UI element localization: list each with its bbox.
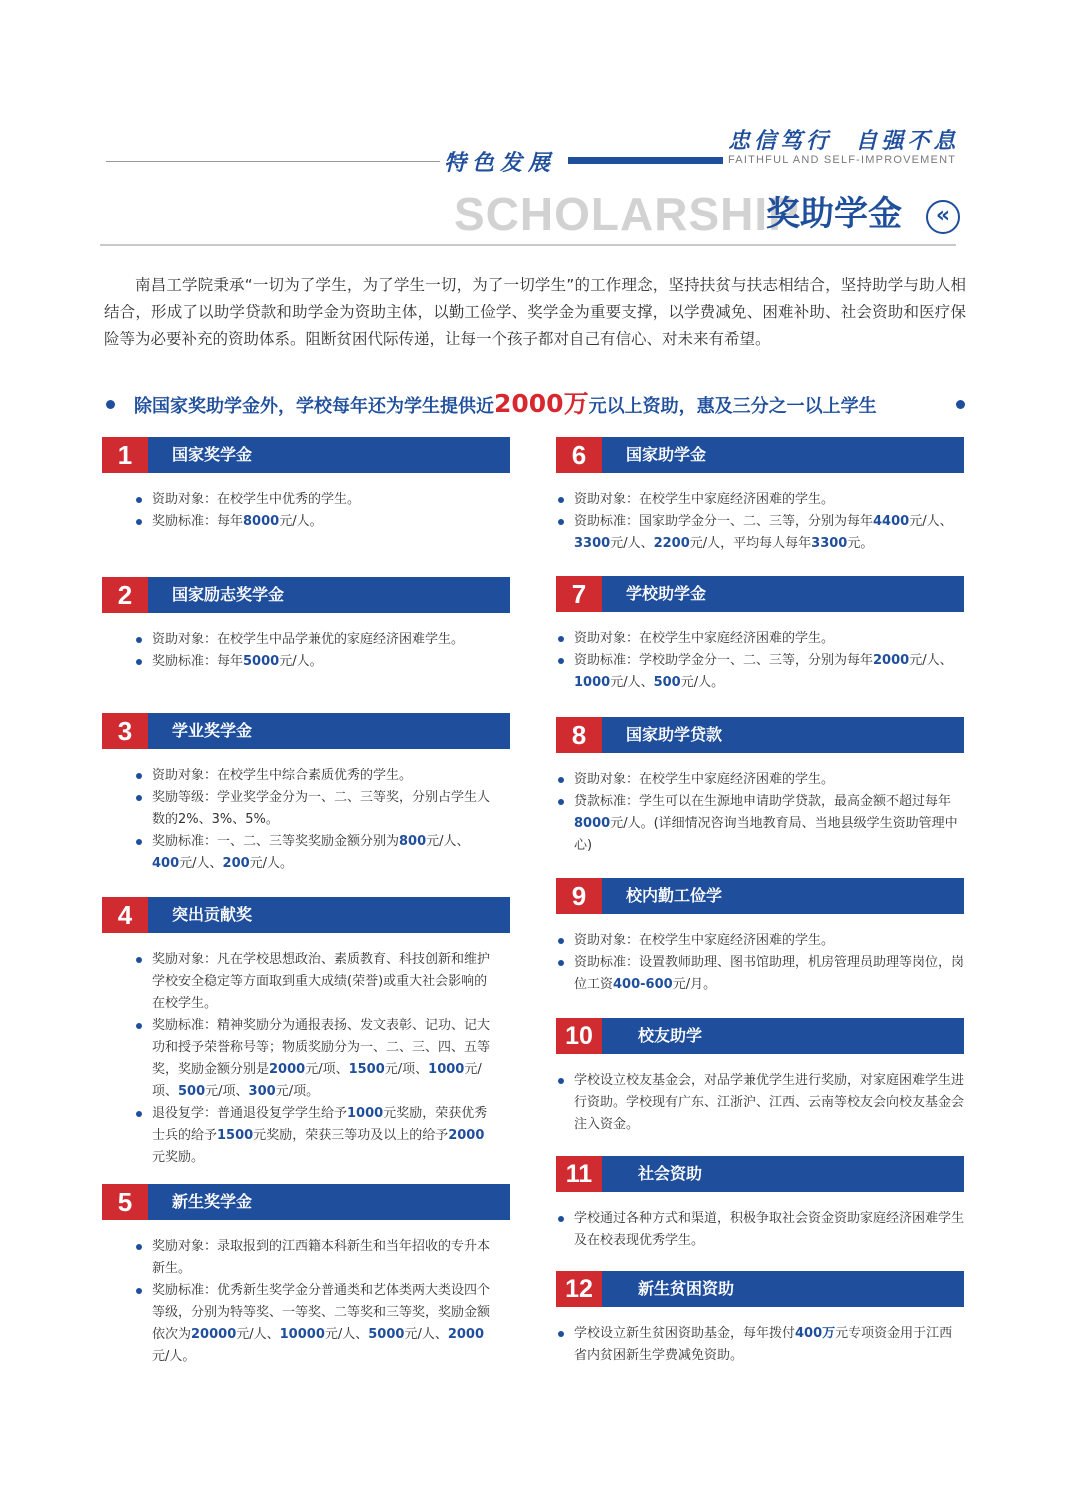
bullet-dot-icon: [136, 519, 142, 525]
card-header: [556, 878, 964, 914]
list-item: [134, 765, 496, 787]
card-number: 5: [102, 1184, 148, 1220]
card-number: 2: [102, 577, 148, 613]
list-item: [556, 489, 964, 511]
list-item-text: 资助标准：国家助学金分一、二、三等，分别为每年4400元/人、3300元/人、2200元/人，平均每人每年3300元。: [574, 514, 953, 551]
bullet-dot-icon: [136, 659, 142, 665]
list-item: [134, 1103, 496, 1169]
card-item-list: [556, 930, 964, 996]
list-item: [556, 628, 964, 650]
card-title: 国家奖学金: [172, 445, 253, 464]
list-item-text: 奖励标准：每年8000元/人。: [152, 514, 323, 529]
card-number: 7: [556, 576, 602, 612]
bullet-dot-icon: [558, 658, 564, 664]
card-header: [102, 437, 510, 473]
bullet-dot-icon: [558, 497, 564, 503]
list-item: [134, 1015, 496, 1103]
bullet-dot-icon: [136, 957, 142, 963]
card-header: [556, 437, 964, 473]
card-item-list: [556, 1323, 964, 1367]
bullet-dot-icon: [558, 519, 564, 525]
card-title: 校友助学: [638, 1026, 703, 1045]
list-item: [556, 511, 964, 555]
card-title: 国家励志奖学金: [172, 585, 285, 604]
highlight-post: 元以上资助，惠及三分之一以上学生: [588, 396, 877, 417]
card-title: 社会资助: [638, 1164, 703, 1183]
list-item-text: 奖励对象：录取报到的江西籍本科新生和当年招收的专升本新生。: [152, 1239, 491, 1276]
bullet-dot-icon: [558, 777, 564, 783]
card-item-list: [134, 1236, 496, 1368]
card-header: [102, 897, 510, 933]
bullet-dot-icon: [136, 637, 142, 643]
list-item-text: 资助对象：在校学生中家庭经济困难的学生。: [574, 492, 835, 507]
bullet-dot-icon: [136, 1288, 142, 1294]
list-item: [556, 1323, 964, 1367]
list-item-text: 退役复学：普通退役复学学生给予1000元奖励，荣获优秀士兵的给予1500元奖励，荣获三等功及以上的给予2000元奖励。: [152, 1106, 488, 1165]
bullet-dot-icon: [106, 400, 115, 409]
card-number: 10: [556, 1018, 602, 1054]
list-item-text: 学校设立新生贫困资助基金，每年拨付400万元专项资金用于江西省内贫困新生学费减免资助。: [574, 1326, 953, 1363]
list-item: [134, 489, 496, 511]
list-item-text: 资助对象：在校学生中优秀的学生。: [152, 492, 361, 507]
list-item-text: 资助标准：设置教师助理、图书馆助理，机房管理员助理等岗位，岗位工资400-600元/月。: [574, 955, 965, 992]
highlight-text: [134, 388, 877, 423]
card-item-list: [134, 629, 496, 673]
list-item: [134, 651, 496, 673]
header-bar-blue: [568, 157, 723, 164]
list-item: [134, 511, 496, 533]
card-header: [556, 1271, 964, 1307]
motto-english: FAITHFUL AND SELF-IMPROVEMENT: [728, 154, 957, 166]
card-header: [556, 1156, 964, 1192]
list-item: [556, 650, 964, 694]
card-number: 4: [102, 897, 148, 933]
card-item-list: [556, 769, 964, 857]
list-item: [556, 791, 964, 857]
list-item-text: 奖励标准：精神奖励分为通报表扬、发文表彰、记功、记大功和授予荣誉称号等；物质奖励分为一、二、三、四、五等奖，奖励金额分别是2000元/项、1500元/项、1000元/项、500元/项、300元/项。: [152, 1018, 491, 1099]
list-item-text: 贷款标准：学生可以在生源地申请助学贷款，最高金额不超过每年8000元/人。(详细情况咨询当地教育局、当地县级学生资助管理中心): [574, 794, 958, 853]
card-item-list: [556, 628, 964, 694]
list-item: [134, 1280, 496, 1368]
card-item-list: [556, 1208, 964, 1252]
list-item: [134, 831, 496, 875]
bullet-dot-icon: [558, 1216, 564, 1222]
card-item-list: [556, 1070, 964, 1136]
card-title: 学校助学金: [626, 584, 707, 603]
card-header: [102, 713, 510, 749]
card-number: 3: [102, 713, 148, 749]
card-number: 9: [556, 878, 602, 914]
list-item-text: 学校设立校友基金会，对品学兼优学生进行奖励，对家庭困难学生进行资助。学校现有广东、江浙沪、江西、云南等校友会向校友基金会注入资金。: [574, 1073, 965, 1132]
card-item-list: [134, 949, 496, 1169]
list-item-text: 资助对象：在校学生中综合素质优秀的学生。: [152, 768, 413, 783]
list-item-text: 奖励标准：一、二、三等奖奖励金额分别为800元/人、400元/人、200元/人。: [152, 834, 470, 871]
list-item: [556, 1208, 964, 1252]
card-header: [102, 577, 510, 613]
card-item-list: [134, 765, 496, 875]
list-item-text: 学校通过各种方式和渠道，积极争取社会资金资助家庭经济困难学生及在校表现优秀学生。: [574, 1211, 965, 1248]
card-title: 新生贫困资助: [638, 1279, 735, 1298]
list-item: [134, 629, 496, 651]
double-chevron-left-icon: «: [926, 200, 960, 234]
list-item: [134, 1236, 496, 1280]
bullet-dot-icon: [136, 1023, 142, 1029]
card-title: 突出贡献奖: [172, 905, 253, 924]
list-item: [134, 949, 496, 1015]
list-item-text: 奖励对象：凡在学校思想政治、素质教育、科技创新和维护学校安全稳定等方面取到重大成绩(荣誉)或重大社会影响的在校学生。: [152, 952, 491, 1011]
header-rule-left: [106, 161, 440, 162]
bullet-dot-icon: [136, 497, 142, 503]
header-rule-bottom: [100, 244, 956, 246]
highlight-banner: [104, 388, 970, 420]
card-header: [556, 576, 964, 612]
highlight-pre: 除国家奖助学金外，学校每年还为学生提供近: [134, 396, 494, 417]
list-item-text: 奖励等级：学业奖学金分为一、二、三等奖，分别占学生人数的2%、3%、5%。: [152, 790, 491, 827]
list-item: [556, 952, 964, 996]
list-item-text: 奖励标准：优秀新生奖学金分普通类和艺体类两大类设四个等级，分别为特等奖、一等奖、二等奖和三等奖，奖励金额依次为20000元/人、10000元/人、5000元/人、2000元/人。: [152, 1283, 491, 1364]
bullet-dot-icon: [136, 1244, 142, 1250]
bullet-dot-icon: [558, 636, 564, 642]
card-header: [556, 717, 964, 753]
card-title: 新生奖学金: [172, 1192, 253, 1211]
bullet-dot-icon: [136, 795, 142, 801]
page-title: 奖助学金: [766, 194, 902, 234]
card-item-list: [134, 489, 496, 533]
card-number: 12: [556, 1271, 602, 1307]
bullet-dot-icon: [136, 773, 142, 779]
card-number: 8: [556, 717, 602, 753]
card-title: 国家助学贷款: [626, 725, 723, 744]
bullet-dot-icon: [558, 799, 564, 805]
card-title: 校内勤工俭学: [626, 886, 723, 905]
card-number: 6: [556, 437, 602, 473]
highlight-amount: 2000万: [494, 389, 589, 418]
bullet-dot-icon: [136, 839, 142, 845]
card-header: [556, 1018, 964, 1054]
list-item: [556, 769, 964, 791]
motto: 忠信笃行 自强不息: [728, 128, 960, 154]
card-title: 学业奖学金: [172, 721, 253, 740]
list-item-text: 资助对象：在校学生中家庭经济困难的学生。: [574, 772, 835, 787]
list-item: [556, 930, 964, 952]
list-item-text: 资助对象：在校学生中家庭经济困难的学生。: [574, 933, 835, 948]
list-item-text: 奖励标准：每年5000元/人。: [152, 654, 323, 669]
section-title: 特色发展: [444, 150, 557, 176]
bullet-dot-icon: [558, 938, 564, 944]
list-item-text: 资助标准：学校助学金分一、二、三等，分别为每年2000元/人、1000元/人、500元/人。: [574, 653, 953, 690]
list-item: [134, 787, 496, 831]
list-item-text: 资助对象：在校学生中家庭经济困难的学生。: [574, 631, 835, 646]
list-item-text: 资助对象：在校学生中品学兼优的家庭经济困难学生。: [152, 632, 465, 647]
bullet-dot-icon: [956, 400, 965, 409]
list-item: [556, 1070, 964, 1136]
watermark-text: SCHOLARSHIP: [454, 188, 800, 240]
bullet-dot-icon: [136, 1111, 142, 1117]
card-number: 1: [102, 437, 148, 473]
card-header: [102, 1184, 510, 1220]
card-item-list: [556, 489, 964, 555]
card-title: 国家助学金: [626, 445, 707, 464]
bullet-dot-icon: [558, 1331, 564, 1337]
intro-paragraph: 南昌工学院秉承“一切为了学生，为了学生一切，为了一切学生”的工作理念，坚持扶贫与扶志相结合，坚持助学与助人相结合，形成了以助学贷款和助学金为资助主体，以勤工俭学、奖学金为重要支撑，以学费减免、困难补助、社会资助和医疗保险等为必要补充的资助体系。阻断贫困代际传递，让每一个孩子都对自己有信心、对未来有希望。: [104, 276, 966, 348]
card-number: 11: [556, 1156, 602, 1192]
bullet-dot-icon: [558, 960, 564, 966]
bullet-dot-icon: [558, 1078, 564, 1084]
